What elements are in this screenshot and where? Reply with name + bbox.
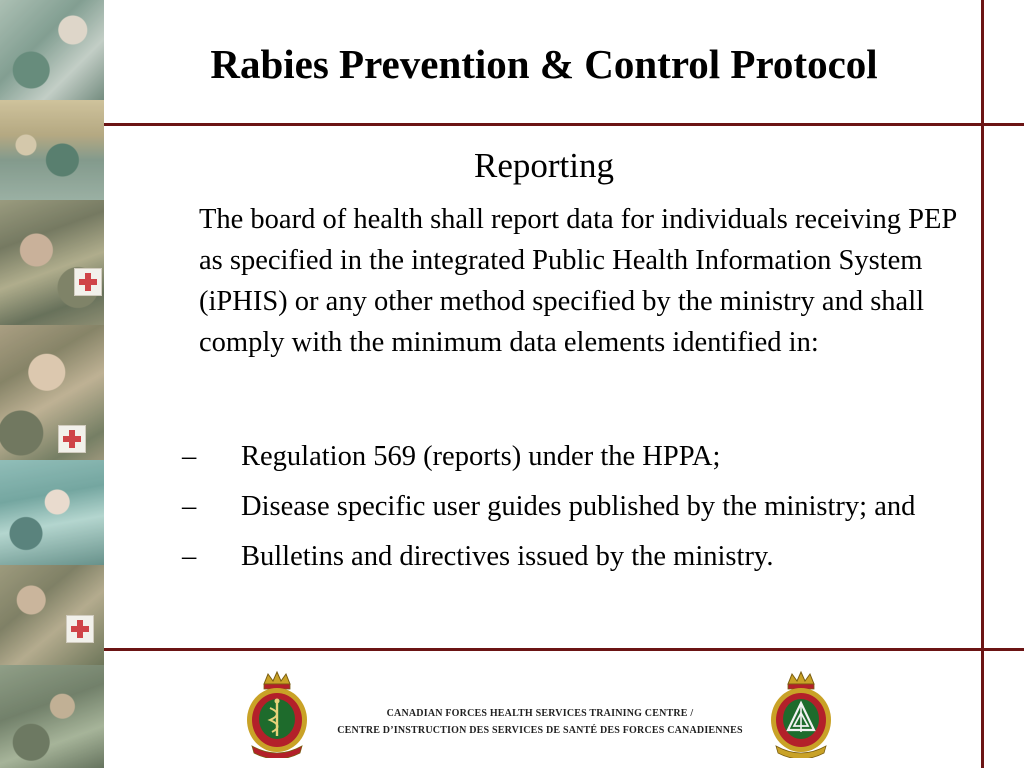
dash-marker: –	[182, 491, 197, 522]
bullet-list	[176, 436, 936, 586]
dash-marker: –	[182, 541, 197, 572]
training-centre-crest-icon	[766, 670, 836, 758]
caduceus-crest-icon	[242, 670, 312, 758]
photo-collage-strip	[0, 0, 104, 768]
header-divider	[104, 123, 1024, 126]
list-item-text: Regulation 569 (reports) under the HPPA;	[241, 441, 721, 472]
footer-caption	[310, 705, 770, 739]
dash-marker: –	[182, 441, 197, 472]
list-item	[176, 436, 936, 477]
footer-divider	[104, 648, 1024, 651]
footer-line-french: CENTRE D’INSTRUCTION DES SERVICES DE SANTÉ DES FORCES CANADIENNES	[337, 725, 743, 736]
list-item-text: Disease specific user guides published by the ministry; and	[241, 491, 916, 522]
right-border-line	[981, 0, 984, 768]
footer-line-english: CANADIAN FORCES HEALTH SERVICES TRAINING CENTRE /	[386, 708, 694, 719]
slide-title: Rabies Prevention & Control Protocol	[210, 41, 878, 87]
body-paragraph: The board of health shall report data for individuals receiving PEP as specified in the integrated Public Health Information System (iPHIS) or any other method specified by the ministry and shall comply with the minimum data elements identified in:	[199, 204, 957, 358]
list-item-text: Bulletins and directives issued by the ministry.	[241, 541, 774, 572]
list-item	[176, 536, 936, 577]
section-heading: Reporting	[474, 146, 614, 185]
list-item	[176, 486, 936, 527]
